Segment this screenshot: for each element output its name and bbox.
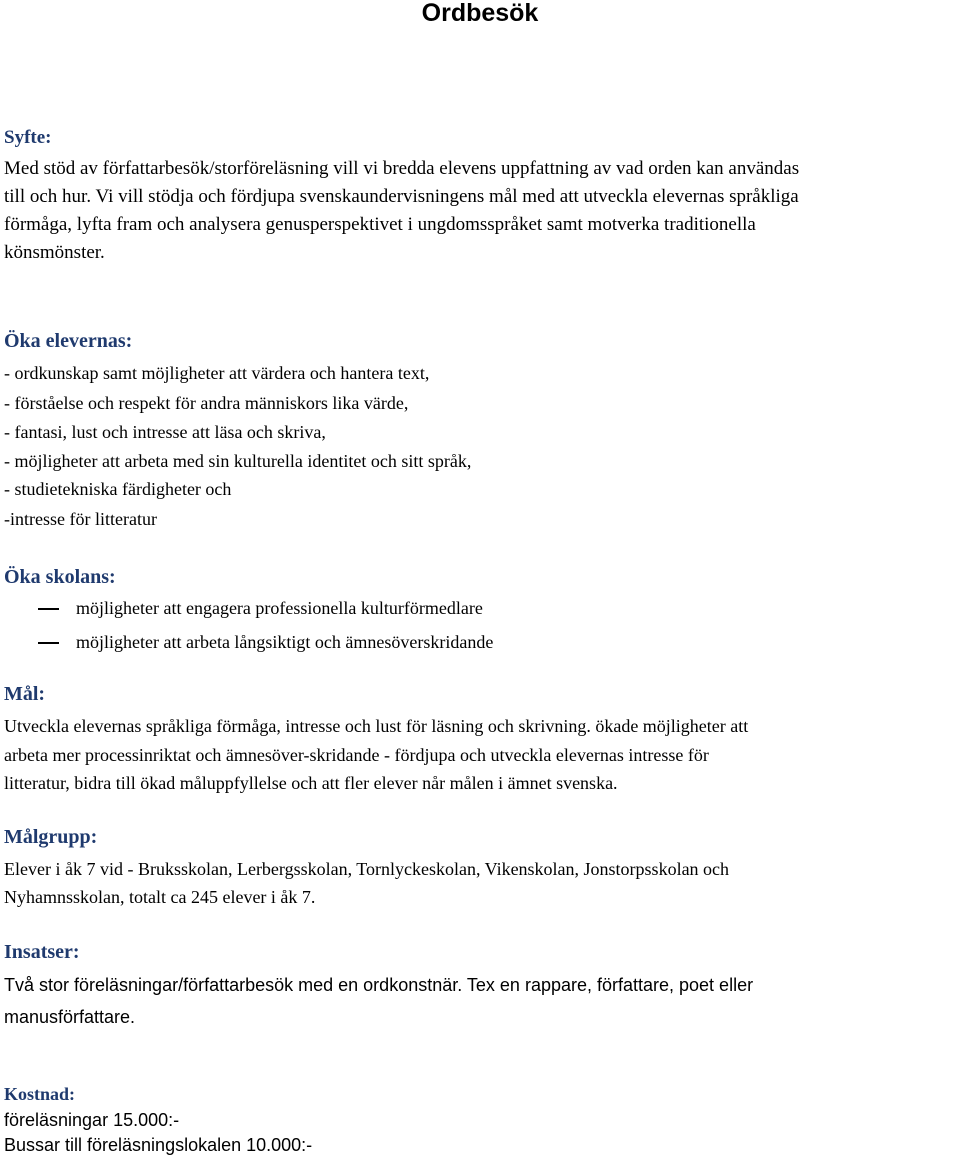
malgrupp-line: Nyhamnsskolan, totalt ca 245 elever i åk 7.: [4, 887, 316, 907]
list-item: möjligheter att arbeta långsiktigt och ämnesöverskridande: [76, 632, 494, 652]
mal-line: arbeta mer processinriktat och ämnesöver-skridande - fördjupa och utveckla elevernas intresse för: [4, 745, 709, 765]
insatser-heading: Insatser:: [4, 941, 80, 963]
dash-bullet: [38, 642, 59, 644]
malgrupp-heading: Målgrupp:: [4, 826, 98, 848]
list-item: - möjligheter att arbeta med sin kulturella identitet och sitt språk,: [4, 451, 472, 471]
mal-line: Utveckla elevernas språkliga förmåga, intresse och lust för läsning och skrivning. ökade möjligheter att: [4, 716, 749, 736]
syfte-line: till och hur. Vi vill stödja och fördjupa svenskaundervisningens mål med att utveckla elevernas språkliga: [4, 186, 799, 207]
oka-elevernas-heading: Öka elevernas:: [4, 330, 133, 352]
insatser-line: Två stor föreläsningar/författarbesök med en ordkonstnär. Tex en rappare, författare, poet eller: [4, 975, 754, 995]
syfte-heading: Syfte:: [4, 127, 52, 148]
mal-heading: Mål:: [4, 683, 46, 705]
kostnad-heading: Kostnad:: [4, 1084, 76, 1104]
kostnad-line: föreläsningar 15.000:-: [4, 1110, 180, 1130]
list-item: möjligheter att engagera professionella kulturförmedlare: [76, 598, 483, 618]
list-item: - studietekniska färdigheter och: [4, 479, 232, 499]
syfte-line: Med stöd av författarbesök/storföreläsning vill vi bredda elevens uppfattning av vad orden kan användas: [4, 158, 800, 179]
syfte-line: förmåga, lyfta fram och analysera genusperspektivet i ungdomsspråket samt motverka traditionella: [4, 214, 756, 235]
oka-skolans-heading: Öka skolans:: [4, 566, 116, 588]
syfte-line: könsmönster.: [4, 242, 105, 263]
mal-line: litteratur, bidra till ökad måluppfyllelse och att fler elever når målen i ämnet svenska.: [4, 773, 618, 793]
list-item: -intresse för litteratur: [4, 509, 157, 529]
dash-bullet: [38, 608, 59, 610]
insatser-line: manusförfattare.: [4, 1007, 136, 1027]
malgrupp-line: Elever i åk 7 vid - Bruksskolan, Lerbergsskolan, Tornlyckeskolan, Vikenskolan, Jonstorpsskolan och: [4, 859, 730, 879]
list-item: - förståelse och respekt för andra människors lika värde,: [4, 393, 409, 413]
kostnad-line: Bussar till föreläsningslokalen 10.000:-: [4, 1135, 313, 1155]
page-title: Ordbesök: [421, 0, 539, 27]
list-item: - fantasi, lust och intresse att läsa och skriva,: [4, 422, 326, 442]
list-item: - ordkunskap samt möjligheter att värdera och hantera text,: [4, 363, 430, 383]
